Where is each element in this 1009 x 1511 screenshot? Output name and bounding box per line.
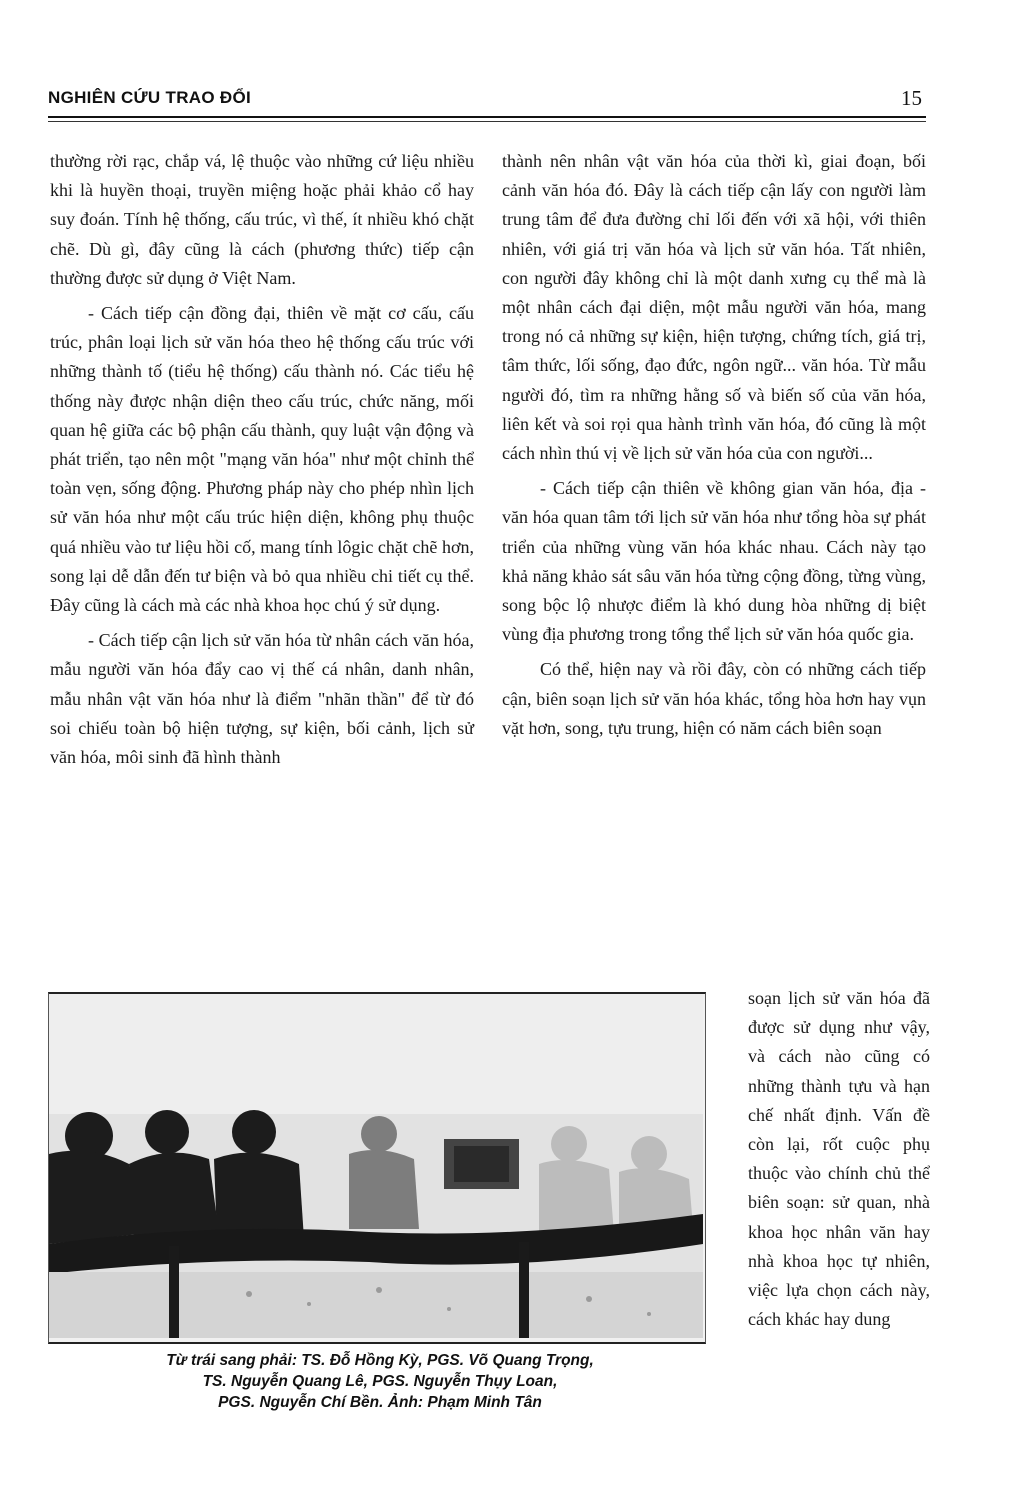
right-column bbox=[502, 147, 926, 743]
narrow-column bbox=[748, 984, 930, 1334]
paragraph: thường rời rạc, chắp vá, lệ thuộc vào những cứ liệu nhiều khi là huyền thoại, truyền miệng hoặc phải khảo cổ hay suy đoán. Tính hệ thống, cấu trúc, vì thế, ít nhiều khó chặt chẽ. Dù gì, đây cũng là cách (phương thức) tiếp cận thường được sử dụng ở Việt Nam. bbox=[50, 151, 474, 288]
paragraph: soạn lịch sử văn hóa đã được sử dụng như vậy, và cách nào cũng có những thành tựu và hạn chế nhất định. Vấn đề còn lại, rốt cuộc phụ thuộc vào chính chủ thể biên soạn: sử quan, nhà khoa học nhân văn hay nhà khoa học tự nhiên, việc lựa chọn cách này, cách khác hay dung bbox=[748, 988, 930, 1330]
page-number: 15 bbox=[901, 86, 922, 110]
paragraph: Có thể, hiện nay và rồi đây, còn có những cách tiếp cận, biên soạn lịch sử văn hóa khác, tổng hòa hơn hay vụn vặt hơn, song, tựu trung, hiện có năm cách biên soạn bbox=[502, 659, 926, 738]
page-header bbox=[48, 86, 926, 116]
header-rule bbox=[48, 116, 926, 118]
caption-line: TS. Nguyễn Quang Lê, PGS. Nguyễn Thụy Loan, bbox=[202, 1373, 558, 1390]
left-column bbox=[50, 147, 474, 772]
paragraph: - Cách tiếp cận thiên về không gian văn hóa, địa - văn hóa quan tâm tới lịch sử văn hóa như tổng hòa sự phát triển của những vùng văn hóa khác nhau. Cách này tạo khả năng khảo sát sâu văn hóa từng cộng đồng, từng vùng, song bộc lộ nhược điểm là khó dung hòa những dị biệt vùng địa phương trong tổng thể lịch sử văn hóa quốc gia. bbox=[502, 478, 926, 645]
paragraph: - Cách tiếp cận đồng đại, thiên về mặt cơ cấu, cấu trúc, phân loại lịch sử văn hóa theo hệ thống cấu trúc với những thành tố (tiểu hệ thống) cấu thành nó. Các tiểu hệ thống này được nhận diện theo cấu trúc, chức năng, mối quan hệ giữa các bộ phận cấu thành, quy luật vận động và phát triển, tạo nên một "mạng văn hóa" như một chỉnh thể toàn vẹn, sống động. Phương pháp này cho phép nhìn lịch sử văn hóa như một cấu trúc hiện diện, không phụ thuộc quá nhiều vào tư liệu hồi cố, mang tính lôgic chặt chẽ hơn, song lại dễ dẫn đến tư biện và bỏ qua nhiều chi tiết cụ thể. Đây cũng là cách mà các nhà khoa học chú ý sử dụng. bbox=[50, 303, 474, 616]
paragraph: thành nên nhân vật văn hóa của thời kì, giai đoạn, bối cảnh văn hóa đó. Đây là cách tiếp cận lấy con người làm trung tâm để đưa đường chỉ lối đến với xã hội, với thiên nhiên, với giá trị văn hóa và lịch sử văn hóa. Tất nhiên, con người đây không chỉ là một danh xưng cụ thể mà là một nhân cách đại diện, một mẫu người văn hóa, mang trong nó cả những sự kiện, hiện tượng, chứng tích, giá trị, tâm thức, lối sống, đạo đức, ngôn ngữ... văn hóa. Từ mẫu người đó, tìm ra những hằng số và biến số của văn hóa, liên kết và soi rọi qua hành trình văn hóa, đó cũng là một cách nhìn thú vị về lịch sử văn hóa của con người... bbox=[502, 151, 926, 464]
photo bbox=[48, 992, 706, 1344]
caption-line: Từ trái sang phải: TS. Đỗ Hồng Kỳ, PGS. Võ Quang Trọng, bbox=[166, 1352, 594, 1369]
header-rule-thin bbox=[48, 121, 926, 122]
photo-caption bbox=[80, 1350, 680, 1413]
section-title: NGHIÊN CỨU TRAO ĐỔI bbox=[48, 88, 252, 107]
paragraph: - Cách tiếp cận lịch sử văn hóa từ nhân cách văn hóa, mẫu người văn hóa đẩy cao vị thế cá nhân, danh nhân, mẫu nhân vật văn hóa như là điểm "nhãn thần" để từ đó soi chiếu toàn bộ hiện tượng, sự kiện, bối cảnh, lịch sử văn hóa, môi sinh đã hình thành bbox=[50, 630, 474, 768]
caption-line: PGS. Nguyễn Chí Bền. Ảnh: Phạm Minh Tân bbox=[218, 1394, 542, 1411]
meeting-photo-image bbox=[49, 994, 703, 1338]
